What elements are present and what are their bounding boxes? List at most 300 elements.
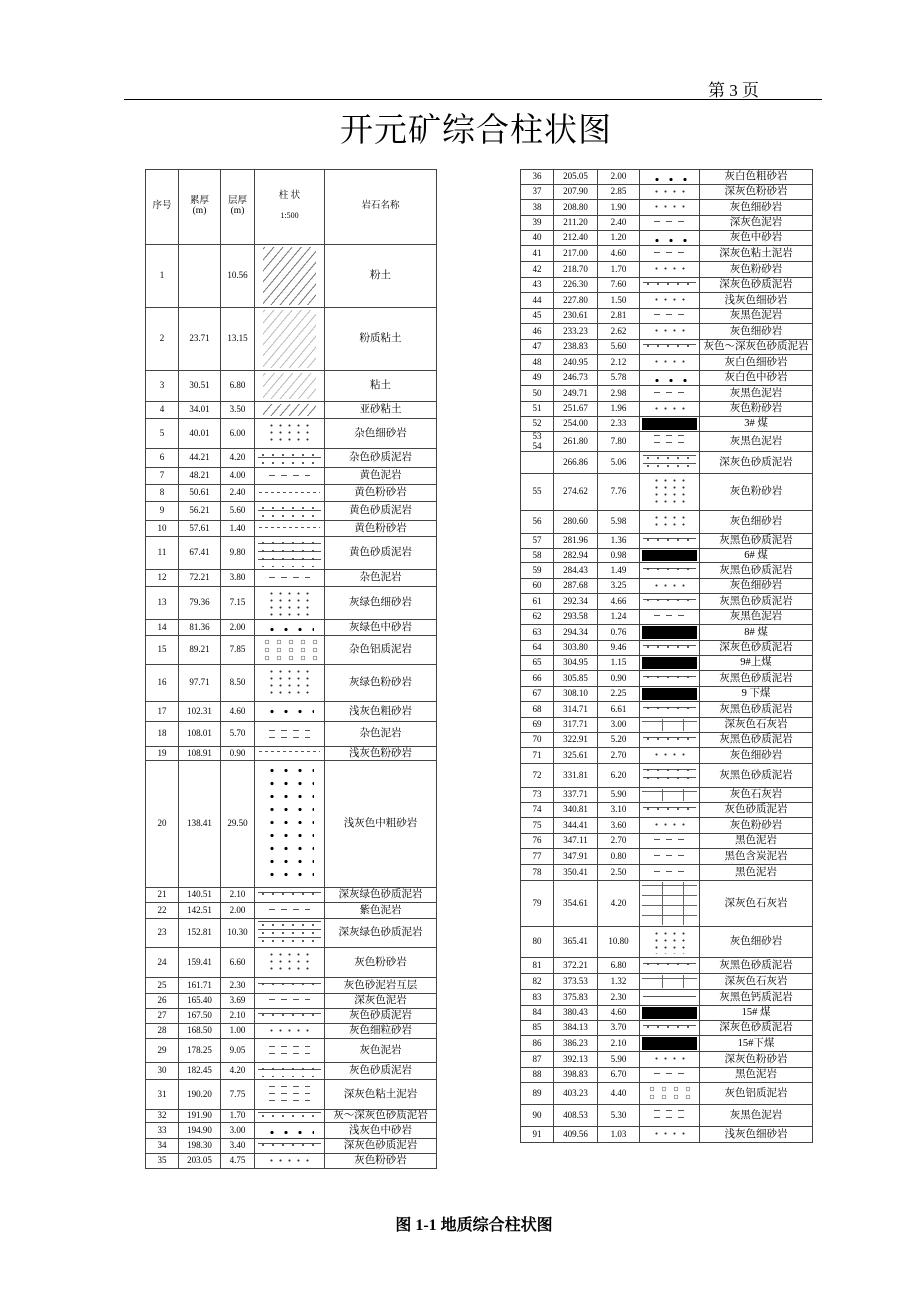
rock-name: 深灰色粉砂岩 bbox=[700, 1052, 813, 1068]
lithology-pattern bbox=[652, 203, 687, 212]
lithology-column bbox=[640, 927, 700, 958]
header-column bbox=[255, 170, 325, 245]
lithology-column bbox=[640, 865, 700, 881]
cumulative-thickness: 282.94 bbox=[554, 549, 598, 563]
layer-no: 63 bbox=[521, 625, 554, 641]
layer-no: 85 bbox=[521, 1021, 554, 1036]
lithology-column bbox=[640, 1006, 700, 1021]
layer-thickness: 5.70 bbox=[221, 722, 255, 747]
layer-row bbox=[521, 579, 813, 594]
lithology-column bbox=[640, 231, 700, 246]
layer-row bbox=[521, 702, 813, 718]
stratigraphic-table-right bbox=[520, 169, 813, 1143]
cumulative-thickness: 152.81 bbox=[179, 919, 221, 948]
lithology-pattern bbox=[259, 523, 320, 534]
layer-no: 71 bbox=[521, 748, 554, 764]
cumulative-thickness: 280.60 bbox=[554, 511, 598, 534]
cumulative-thickness: 140.51 bbox=[179, 888, 221, 903]
layer-row bbox=[521, 641, 813, 656]
layer-row bbox=[521, 309, 813, 324]
rock-name: 灰黑色砂质泥岩 bbox=[700, 671, 813, 687]
lithology-pattern bbox=[258, 890, 321, 900]
header-cumulative-thickness: 累厚 (m) bbox=[179, 170, 221, 245]
layer-thickness: 0.90 bbox=[598, 671, 640, 687]
lithology-column bbox=[255, 570, 325, 587]
layer-row bbox=[146, 502, 437, 521]
cumulative-thickness: 40.01 bbox=[179, 419, 221, 449]
cumulative-thickness: 165.40 bbox=[179, 994, 221, 1009]
lithology-column bbox=[255, 620, 325, 636]
lithology-pattern bbox=[652, 821, 687, 830]
lithology-pattern bbox=[643, 960, 696, 971]
lithology-pattern bbox=[258, 980, 321, 991]
lithology-column bbox=[640, 355, 700, 371]
cumulative-thickness: 292.34 bbox=[554, 594, 598, 610]
lithology-pattern bbox=[642, 626, 697, 639]
rock-name: 浅灰色中砂岩 bbox=[325, 1123, 437, 1139]
layer-no: 1 bbox=[146, 245, 179, 308]
layer-no: 47 bbox=[521, 340, 554, 355]
layer-row bbox=[146, 636, 437, 665]
cumulative-thickness: 205.05 bbox=[554, 170, 598, 185]
lithology-column bbox=[255, 502, 325, 521]
layer-no: 23 bbox=[146, 919, 179, 948]
layer-no: 15 bbox=[146, 636, 179, 665]
rock-name: 灰白色中砂岩 bbox=[700, 371, 813, 386]
cumulative-thickness: 233.23 bbox=[554, 324, 598, 340]
layer-no: 60 bbox=[521, 579, 554, 594]
lithology-column bbox=[255, 665, 325, 702]
lithology-pattern bbox=[643, 596, 696, 607]
lithology-pattern bbox=[652, 514, 687, 530]
lithology-pattern bbox=[652, 265, 687, 274]
lithology-pattern bbox=[642, 1037, 697, 1050]
cumulative-thickness: 56.21 bbox=[179, 502, 221, 521]
cumulative-thickness: 347.11 bbox=[554, 834, 598, 849]
lithology-column bbox=[640, 610, 700, 625]
cumulative-thickness: 354.61 bbox=[554, 881, 598, 927]
lithology-column bbox=[255, 747, 325, 761]
layer-no: 49 bbox=[521, 371, 554, 386]
cumulative-thickness: 230.61 bbox=[554, 309, 598, 324]
rock-name: 深灰色石灰岩 bbox=[700, 881, 813, 927]
layer-thickness: 2.40 bbox=[221, 485, 255, 502]
lithology-column bbox=[255, 1063, 325, 1080]
lithology-pattern bbox=[643, 565, 696, 576]
lithology-pattern bbox=[267, 422, 312, 445]
layer-row bbox=[146, 245, 437, 308]
lithology-pattern bbox=[642, 657, 697, 669]
layer-row bbox=[146, 1139, 437, 1154]
layer-row bbox=[521, 1036, 813, 1052]
layer-no: 89 bbox=[521, 1083, 554, 1105]
layer-thickness: 1.70 bbox=[598, 262, 640, 278]
layer-no: 7 bbox=[146, 468, 179, 485]
layer-thickness: 1.50 bbox=[598, 293, 640, 309]
rock-name: 灰色粉砂岩 bbox=[700, 402, 813, 417]
layer-thickness: 2.85 bbox=[598, 185, 640, 200]
lithology-pattern bbox=[654, 612, 685, 622]
cumulative-thickness: 294.34 bbox=[554, 625, 598, 641]
lithology-pattern bbox=[643, 280, 696, 290]
layer-no: 57 bbox=[521, 534, 554, 549]
layer-row bbox=[521, 1127, 813, 1143]
layer-no: 31 bbox=[146, 1080, 179, 1110]
lithology-column bbox=[640, 687, 700, 702]
cumulative-thickness: 159.41 bbox=[179, 948, 221, 978]
lithology-pattern bbox=[269, 996, 310, 1006]
layer-thickness: 1.20 bbox=[598, 231, 640, 246]
lithology-pattern bbox=[642, 418, 697, 430]
cumulative-thickness: 246.73 bbox=[554, 371, 598, 386]
lithology-pattern bbox=[654, 388, 685, 399]
layer-thickness: 1.36 bbox=[598, 534, 640, 549]
cumulative-thickness: 208.80 bbox=[554, 200, 598, 216]
layer-row bbox=[146, 747, 437, 761]
layer-thickness: 10.30 bbox=[221, 919, 255, 948]
lithology-column bbox=[640, 834, 700, 849]
lithology-pattern bbox=[265, 705, 314, 718]
layer-thickness: 4.66 bbox=[598, 594, 640, 610]
cumulative-thickness: 284.43 bbox=[554, 563, 598, 579]
layer-no: 77 bbox=[521, 849, 554, 865]
layer-row bbox=[146, 1080, 437, 1110]
cumulative-thickness: 249.71 bbox=[554, 386, 598, 402]
layer-no: 65 bbox=[521, 656, 554, 671]
rock-name: 灰色细砂岩 bbox=[700, 927, 813, 958]
rock-name: 灰色粉砂岩 bbox=[700, 474, 813, 511]
layer-no: 88 bbox=[521, 1068, 554, 1083]
cumulative-thickness: 44.21 bbox=[179, 449, 221, 468]
layer-no: 37 bbox=[521, 185, 554, 200]
layer-thickness: 1.90 bbox=[598, 200, 640, 216]
layer-thickness: 7.80 bbox=[598, 432, 640, 452]
layer-thickness: 5.60 bbox=[598, 340, 640, 355]
layer-row bbox=[521, 764, 813, 788]
layer-thickness: 3.00 bbox=[598, 718, 640, 733]
lithology-pattern bbox=[652, 405, 687, 413]
lithology-pattern bbox=[643, 536, 696, 546]
layer-no: 24 bbox=[146, 948, 179, 978]
lithology-pattern bbox=[643, 673, 696, 684]
layer-row bbox=[146, 1123, 437, 1139]
layer-thickness: 8.50 bbox=[221, 665, 255, 702]
rock-name: 灰色砂质泥岩 bbox=[325, 1009, 437, 1024]
layer-thickness: 1.00 bbox=[221, 1024, 255, 1039]
lithology-pattern bbox=[263, 247, 316, 305]
page-number: 第 3 页 bbox=[708, 81, 759, 100]
rock-name: 深灰色泥岩 bbox=[700, 216, 813, 231]
lithology-column bbox=[640, 818, 700, 834]
header-rule bbox=[124, 99, 822, 100]
layer-no: 76 bbox=[521, 834, 554, 849]
layer-thickness: 3.00 bbox=[221, 1123, 255, 1139]
layer-row bbox=[146, 308, 437, 371]
rock-name: 灰色粉砂岩 bbox=[325, 1154, 437, 1169]
lithology-column bbox=[640, 452, 700, 474]
lithology-pattern bbox=[650, 374, 689, 382]
lithology-column bbox=[640, 402, 700, 417]
layer-thickness: 0.76 bbox=[598, 625, 640, 641]
cumulative-thickness: 340.81 bbox=[554, 803, 598, 818]
rock-name: 灰黑色泥岩 bbox=[700, 309, 813, 324]
lithology-column bbox=[640, 849, 700, 865]
layer-thickness: 4.60 bbox=[221, 702, 255, 722]
lithology-pattern bbox=[258, 1011, 321, 1021]
cumulative-thickness: 194.90 bbox=[179, 1123, 221, 1139]
layer-no: 50 bbox=[521, 386, 554, 402]
cumulative-thickness: 408.53 bbox=[554, 1105, 598, 1127]
header-no: 序号 bbox=[146, 170, 179, 245]
layer-row bbox=[521, 748, 813, 764]
layer-row bbox=[146, 1154, 437, 1169]
rock-name: 灰色泥岩 bbox=[325, 1039, 437, 1063]
lithology-pattern bbox=[258, 1112, 321, 1120]
layer-thickness: 3.25 bbox=[598, 579, 640, 594]
layer-thickness: 5.20 bbox=[598, 733, 640, 748]
rock-name: 紫色泥岩 bbox=[325, 903, 437, 919]
layer-thickness: 3.40 bbox=[221, 1139, 255, 1154]
layer-row bbox=[146, 903, 437, 919]
layer-no: 42 bbox=[521, 262, 554, 278]
cumulative-thickness: 365.41 bbox=[554, 927, 598, 958]
rock-name: 灰黑色砂质泥岩 bbox=[700, 733, 813, 748]
layer-no: 38 bbox=[521, 200, 554, 216]
layer-row bbox=[521, 733, 813, 748]
layer-thickness: 7.15 bbox=[221, 587, 255, 620]
cumulative-thickness: 344.41 bbox=[554, 818, 598, 834]
lithology-pattern bbox=[652, 188, 687, 196]
layer-no: 69 bbox=[521, 718, 554, 733]
layer-no: 29 bbox=[146, 1039, 179, 1063]
lithology-column bbox=[640, 958, 700, 974]
layer-row bbox=[146, 521, 437, 537]
lithology-column bbox=[640, 990, 700, 1006]
rock-name: 杂色铝质泥岩 bbox=[325, 636, 437, 665]
cumulative-thickness: 303.80 bbox=[554, 641, 598, 656]
lithology-pattern bbox=[642, 719, 697, 731]
layer-row bbox=[146, 722, 437, 747]
layer-thickness: 2.10 bbox=[221, 1009, 255, 1024]
layer-no: 46 bbox=[521, 324, 554, 340]
cumulative-thickness: 386.23 bbox=[554, 1036, 598, 1052]
cumulative-thickness: 281.96 bbox=[554, 534, 598, 549]
layer-row bbox=[521, 1006, 813, 1021]
cumulative-thickness: 217.00 bbox=[554, 246, 598, 262]
lithology-column bbox=[640, 200, 700, 216]
rock-name: 深灰色泥岩 bbox=[325, 994, 437, 1009]
cumulative-thickness: 251.67 bbox=[554, 402, 598, 417]
layer-no: 9 bbox=[146, 502, 179, 521]
cumulative-thickness: 79.36 bbox=[179, 587, 221, 620]
cumulative-thickness: 331.81 bbox=[554, 764, 598, 788]
layer-row bbox=[146, 1063, 437, 1080]
lithology-column bbox=[255, 468, 325, 485]
layer-row bbox=[521, 1052, 813, 1068]
lithology-pattern bbox=[652, 751, 687, 760]
lithology-pattern bbox=[654, 311, 685, 321]
rock-name: 灰色细砂岩 bbox=[700, 324, 813, 340]
lithology-pattern bbox=[643, 1023, 696, 1033]
cumulative-thickness: 409.56 bbox=[554, 1127, 598, 1143]
header-column-label: 柱 状 bbox=[278, 191, 301, 202]
layer-no: 79 bbox=[521, 881, 554, 927]
layer-thickness: 1.49 bbox=[598, 563, 640, 579]
lithology-pattern bbox=[642, 1007, 697, 1019]
layer-row bbox=[521, 246, 813, 262]
layer-no: 53 54 bbox=[521, 432, 554, 452]
layer-row bbox=[521, 803, 813, 818]
layer-no: 4 bbox=[146, 402, 179, 419]
layer-row bbox=[521, 563, 813, 579]
layer-row bbox=[521, 865, 813, 881]
lithology-pattern bbox=[265, 764, 314, 884]
lithology-pattern bbox=[652, 1130, 687, 1139]
lithology-pattern bbox=[642, 688, 697, 700]
rock-name: 灰色粉砂岩 bbox=[700, 262, 813, 278]
rock-name: 6# 煤 bbox=[700, 549, 813, 563]
layer-no: 3 bbox=[146, 371, 179, 402]
lithology-column bbox=[255, 888, 325, 903]
layer-row bbox=[521, 355, 813, 371]
layer-thickness: 2.50 bbox=[598, 865, 640, 881]
lithology-pattern bbox=[258, 451, 321, 465]
layer-row bbox=[146, 468, 437, 485]
lithology-pattern bbox=[267, 668, 312, 698]
layer-thickness: 2.25 bbox=[598, 687, 640, 702]
cumulative-thickness: 337.71 bbox=[554, 788, 598, 803]
cumulative-thickness: 325.61 bbox=[554, 748, 598, 764]
lithology-column bbox=[640, 671, 700, 687]
layer-thickness: 2.00 bbox=[221, 620, 255, 636]
layer-row bbox=[521, 1083, 813, 1105]
layer-thickness: 1.15 bbox=[598, 656, 640, 671]
layer-no: 34 bbox=[146, 1139, 179, 1154]
rock-name: 黑色含炭泥岩 bbox=[700, 849, 813, 865]
layer-row bbox=[521, 293, 813, 309]
rock-name: 深灰色粉砂岩 bbox=[700, 185, 813, 200]
layer-no: 48 bbox=[521, 355, 554, 371]
layer-no: 39 bbox=[521, 216, 554, 231]
layer-row bbox=[521, 170, 813, 185]
layer-no bbox=[521, 452, 554, 474]
cumulative-thickness: 238.83 bbox=[554, 340, 598, 355]
lithology-column bbox=[640, 309, 700, 324]
lithology-column bbox=[255, 1123, 325, 1139]
layer-no: 62 bbox=[521, 610, 554, 625]
cumulative-thickness: 398.83 bbox=[554, 1068, 598, 1083]
rock-name: 深灰绿色砂质泥岩 bbox=[325, 919, 437, 948]
layer-thickness: 4.60 bbox=[598, 1006, 640, 1021]
layer-no: 16 bbox=[146, 665, 179, 702]
rock-name: 灰～深灰色砂质泥岩 bbox=[325, 1110, 437, 1123]
lithology-pattern bbox=[654, 851, 685, 862]
lithology-column bbox=[255, 1039, 325, 1063]
rock-name: 灰黑色钙质泥岩 bbox=[700, 990, 813, 1006]
layer-thickness: 2.00 bbox=[221, 903, 255, 919]
lithology-pattern bbox=[643, 735, 696, 745]
lithology-pattern bbox=[646, 1085, 693, 1102]
lithology-column bbox=[255, 485, 325, 502]
lithology-pattern bbox=[258, 504, 321, 518]
layer-row bbox=[146, 419, 437, 449]
layer-row bbox=[146, 402, 437, 419]
cumulative-thickness: 30.51 bbox=[179, 371, 221, 402]
cumulative-thickness: 314.71 bbox=[554, 702, 598, 718]
lithology-column bbox=[640, 1021, 700, 1036]
rock-name: 灰色砂质泥岩 bbox=[325, 1063, 437, 1080]
rock-name: 灰黑色泥岩 bbox=[700, 610, 813, 625]
header-rock-name: 岩石名称 bbox=[325, 170, 437, 245]
rock-name: 黄色粉砂岩 bbox=[325, 521, 437, 537]
lithology-column bbox=[640, 417, 700, 432]
rock-name: 3# 煤 bbox=[700, 417, 813, 432]
rock-name: 深灰绿色砂质泥岩 bbox=[325, 888, 437, 903]
lithology-column bbox=[640, 641, 700, 656]
cumulative-thickness: 67.41 bbox=[179, 537, 221, 570]
layer-no: 41 bbox=[521, 246, 554, 262]
lithology-pattern bbox=[265, 623, 314, 632]
layer-thickness: 3.69 bbox=[221, 994, 255, 1009]
layer-no: 44 bbox=[521, 293, 554, 309]
layer-no: 22 bbox=[146, 903, 179, 919]
layer-row bbox=[146, 888, 437, 903]
layer-no: 80 bbox=[521, 927, 554, 958]
layer-no: 78 bbox=[521, 865, 554, 881]
layer-no: 20 bbox=[146, 761, 179, 888]
lithology-column bbox=[640, 788, 700, 803]
rock-name: 灰色～深灰色砂质泥岩 bbox=[700, 340, 813, 355]
layer-row bbox=[521, 990, 813, 1006]
lithology-column bbox=[640, 1052, 700, 1068]
rock-name: 浅灰色粗砂岩 bbox=[325, 702, 437, 722]
lithology-column bbox=[255, 1009, 325, 1024]
layer-row bbox=[146, 587, 437, 620]
layer-row bbox=[521, 402, 813, 417]
layer-row bbox=[521, 1021, 813, 1036]
lithology-column bbox=[255, 419, 325, 449]
layer-no: 74 bbox=[521, 803, 554, 818]
cumulative-thickness: 261.80 bbox=[554, 432, 598, 452]
cumulative-thickness: 372.21 bbox=[554, 958, 598, 974]
layer-thickness: 2.98 bbox=[598, 386, 640, 402]
cumulative-thickness: 384.13 bbox=[554, 1021, 598, 1036]
layer-thickness: 2.12 bbox=[598, 355, 640, 371]
rock-name: 灰色砂泥岩互层 bbox=[325, 978, 437, 994]
rock-name: 灰黑色泥岩 bbox=[700, 1105, 813, 1127]
lithology-pattern bbox=[652, 582, 687, 590]
layer-no: 82 bbox=[521, 974, 554, 990]
layer-thickness: 1.70 bbox=[221, 1110, 255, 1123]
layer-no: 52 bbox=[521, 417, 554, 432]
lithology-pattern bbox=[642, 789, 697, 801]
layer-thickness: 3.50 bbox=[221, 402, 255, 419]
layer-thickness: 4.60 bbox=[598, 246, 640, 262]
lithology-column bbox=[255, 903, 325, 919]
layer-thickness: 4.20 bbox=[598, 881, 640, 927]
rock-name: 灰色粉砂岩 bbox=[325, 948, 437, 978]
layer-thickness: 2.10 bbox=[598, 1036, 640, 1052]
cumulative-thickness: 81.36 bbox=[179, 620, 221, 636]
layer-row bbox=[521, 216, 813, 231]
layer-thickness: 5.60 bbox=[221, 502, 255, 521]
lithology-column bbox=[255, 994, 325, 1009]
right-table-body bbox=[521, 170, 813, 1143]
cumulative-thickness: 182.45 bbox=[179, 1063, 221, 1080]
rock-name: 黑色泥岩 bbox=[700, 1068, 813, 1083]
layer-row bbox=[521, 1105, 813, 1127]
lithology-column bbox=[640, 1127, 700, 1143]
